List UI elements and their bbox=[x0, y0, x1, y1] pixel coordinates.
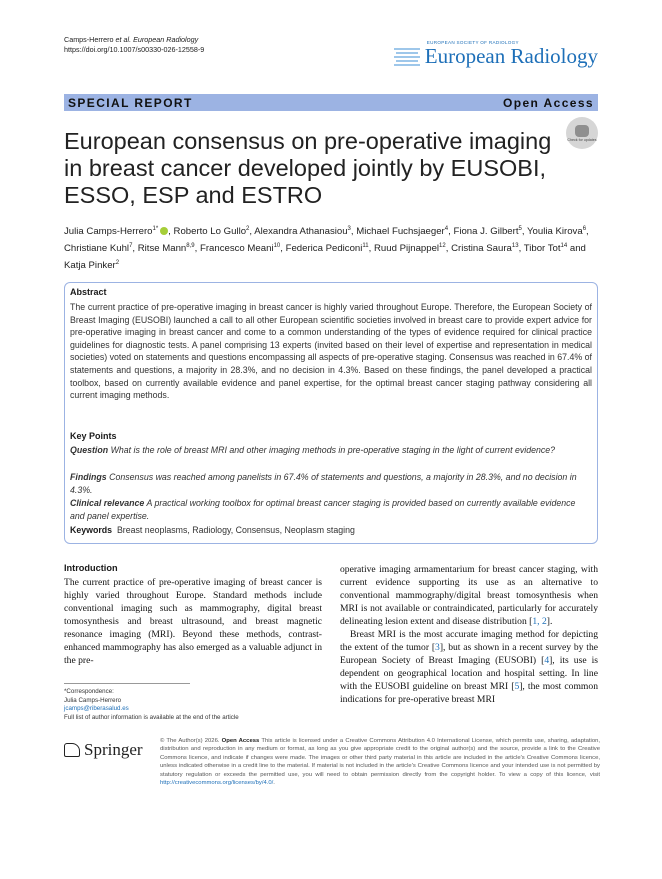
introduction-heading: Introduction bbox=[64, 563, 118, 573]
open-access-label: Open Access bbox=[503, 95, 594, 110]
author-name[interactable]: Francesco Meani bbox=[199, 243, 274, 255]
affiliation-marker: 12 bbox=[439, 243, 446, 250]
license-url-link[interactable]: http://creativecommons.org/licenses/by/4.0/ bbox=[160, 780, 274, 787]
publisher-name: Springer bbox=[84, 740, 143, 759]
correspondence-email[interactable]: jcamps@riberasalud.es bbox=[64, 705, 129, 713]
author-name[interactable]: Youlia Kirova bbox=[527, 226, 583, 238]
author-name[interactable]: Federica Pediconi bbox=[285, 243, 363, 255]
logo-society-text: EUROPEAN SOCIETY OF RADIOLOGY bbox=[426, 40, 519, 45]
author-list: Julia Camps-Herrero$^{1*}$ , Roberto Lo Gullo$^2$, Alexandra Athanasiou$^3$, Michael Fuchsjaeger$^4$, Fiona J. Gilbert$^5$, Youlia Kirova$^6$, Christiane Kuhl$^7$, Ritse Mann$^{8,9}$, Francesco Meani$^{10}$, Federica Pediconi$^{11}$, Ruud Pijnappel$^{12}$, Cristina Saura$^{13}$, Tibor Tot$^{14}$ and Katja Pinker$^2$ bbox=[64, 226, 589, 272]
intro-column-2 bbox=[340, 563, 598, 706]
springer-logo bbox=[64, 740, 143, 760]
affiliation-marker: 5 bbox=[518, 226, 522, 232]
affiliation-marker: 2 bbox=[115, 260, 120, 267]
springer-horse-icon bbox=[64, 743, 80, 757]
open-access-bold: Open Access bbox=[221, 738, 260, 744]
relevance-text: A practical working toolbox for optimal breast cancer staging is provided based on currently available evidence and panel expertise. bbox=[70, 498, 576, 521]
author-name[interactable]: Ruud Pijnappel bbox=[373, 243, 440, 255]
correspondence-label: *Correspondence: bbox=[64, 688, 114, 695]
findings-text: Consensus was reached among panelists in 67.4% of statements and questions, a majority in 28.3%, and no decision in 4.3%. bbox=[70, 472, 577, 495]
citation-link[interactable]: 5 bbox=[514, 681, 520, 692]
article-type: SPECIAL REPORT bbox=[68, 95, 193, 110]
intro-column-1: The current practice of pre-operative imaging of breast cancer is highly varied throughout Europe. Standard methods include conventional imaging such as mammography, digital breast tomosynthesis and breast ultrasound, and breast magnetic resonance imaging (MRI). Beyond these methods, contrast-enhanced mammography has also emerged as a valuable adjunct in the pre- bbox=[64, 577, 322, 666]
affiliation-marker: 7 bbox=[129, 243, 133, 250]
author-name[interactable]: Alexandra Athanasiou bbox=[254, 226, 348, 238]
author-name[interactable]: Ritse Mann bbox=[137, 243, 187, 255]
keywords-label: Keywords bbox=[70, 525, 113, 535]
citation-link[interactable]: 4 bbox=[544, 655, 550, 666]
author-name[interactable]: Fiona J. Gilbert bbox=[453, 226, 519, 238]
running-header bbox=[64, 35, 204, 55]
keywords-text: Breast neoplasms, Radiology, Consensus, Neoplasm staging bbox=[116, 525, 355, 535]
question-label: Question bbox=[70, 445, 109, 455]
affiliation-marker: 4 bbox=[444, 226, 449, 232]
logo-journal-name: European Radiology bbox=[424, 44, 598, 68]
orcid-icon[interactable] bbox=[160, 227, 168, 235]
journal-emblem-icon bbox=[394, 45, 420, 67]
correspondence-footnote bbox=[64, 688, 324, 722]
keywords bbox=[70, 525, 355, 535]
key-point-findings bbox=[70, 471, 592, 496]
relevance-label: Clinical relevance bbox=[70, 498, 145, 508]
author-info-note: Full list of author information is available at the end of the article bbox=[64, 713, 239, 721]
correspondence-name: Julia Camps-Herrero bbox=[64, 696, 122, 704]
check-for-updates-badge[interactable] bbox=[566, 117, 598, 149]
article-title: European consensus on pre-operative imaging in breast cancer developed jointly by EUSOBI, ESSO, ESP and ESTRO bbox=[64, 128, 552, 208]
affiliation-marker: 2 bbox=[246, 226, 250, 232]
update-icon bbox=[575, 125, 589, 137]
doi-link[interactable]: https://doi.org/10.1007/s00330-026-12558-9 bbox=[64, 45, 205, 54]
journal-logo[interactable] bbox=[394, 40, 598, 67]
author-name[interactable]: Cristina Saura bbox=[451, 243, 512, 255]
question-text: What is the role of breast MRI and other imaging methods in pre-operative staging in the light of current evidence? bbox=[110, 445, 556, 455]
affiliation-marker: 14 bbox=[560, 243, 568, 250]
article-type-banner bbox=[64, 94, 598, 111]
key-points-heading: Key Points bbox=[70, 431, 117, 441]
intro-paragraph-mri: Breast MRI is the most accurate imaging method for depicting the extent of the tumor [3], but as shown in a recent survey by the European Society of Breast Imaging (EUSOBI) [4], its use is dependent on geographical location and hospital setting. In line with the EUSOBI guideline on breast MRI [5], the most common indications for pre-operative breast MRI bbox=[340, 629, 598, 705]
intro-paragraph-continued: operative imaging armamentarium for breast cancer staging, with current evidence supporting its use as an alternative to conventional mammography/digital breast tomosynthesis when MRI is not available or contraindicated, particularly for accurately delineating lesion extent and disease distribution [1, 2]. bbox=[340, 564, 598, 627]
author-name[interactable]: Tibor Tot bbox=[523, 243, 561, 255]
affiliation-marker: 6 bbox=[582, 226, 587, 232]
affiliation-marker: 3 bbox=[347, 226, 351, 232]
author-name[interactable]: Julia Camps-Herrero bbox=[64, 226, 153, 238]
key-point-relevance bbox=[70, 497, 592, 522]
affiliation-marker: 10 bbox=[273, 243, 281, 250]
findings-label: Findings bbox=[70, 472, 107, 482]
affiliation-marker: 11 bbox=[362, 243, 369, 250]
abstract-heading: Abstract bbox=[70, 287, 107, 297]
license-text: © The Author(s) 2026. Open Access This article is licensed under a Creative Commons Attribution 4.0 International License, which permits use, sharing, adaptation, distribution and reproduction in any medium or format, as long as you give appropriate credit to the original author(s) and the source, provide a link to the Creative Commons licence, and indicate if changes were made. The images or other third party material in this article are included in the article's Creative Commons licence, unless indicated otherwise in a credit line to the material. If material is not included in the article's Creative Commons licence and your intended use is not permitted by statutory regulation or exceeds the permitted use, you will need to obtain permission directly from the copyright holder. To view a copy of this licence, visit http://creativecommons.org/licenses/by/4.0/. bbox=[160, 738, 601, 787]
key-point-question bbox=[70, 444, 592, 457]
author-name[interactable]: Michael Fuchsjaeger bbox=[356, 226, 445, 238]
citation-authors: Camps-Herrero bbox=[64, 35, 114, 44]
citation-link[interactable]: 3 bbox=[435, 642, 440, 653]
check-updates-text: Check for updates bbox=[567, 137, 597, 142]
citation-link[interactable]: 1, 2 bbox=[532, 616, 547, 627]
author-name[interactable]: Katja Pinker bbox=[64, 260, 116, 272]
abstract-text: The current practice of pre-operative imaging in breast cancer is highly varied throughout Europe. Therefore, the European Society of Breast Imaging (EUSOBI) launched a call to all other European scientific societies involved in breast care to provide expert advice for pre-operative imaging in breast cancer and come to a common understanding of the types of evidence required for clinical practice guidelines for diagnostic tests. A panel comprising 13 experts (invited based on their level of expertise and representation in medical societies) voted on statements and questions encompassing all aspects of pre-operative staging. Consensus was reached in 67.4% of statements and questions, a majority in 28.3%, and no decision in 4.3%. Based on these findings, the panel developed a practical toolbox, based on currently available evidence and panel expertise, for the optimal breast cancer staging pathway considering all current imaging methods. bbox=[70, 302, 592, 401]
affiliation-marker: 8,9 bbox=[186, 243, 195, 250]
affiliation-marker: 13 bbox=[511, 243, 519, 250]
citation-journal: et al. European Radiology bbox=[113, 35, 199, 44]
author-name[interactable]: Roberto Lo Gullo bbox=[173, 226, 247, 238]
affiliation-marker: 1* bbox=[152, 226, 159, 232]
footnote-divider bbox=[64, 683, 190, 684]
author-name[interactable]: Christiane Kuhl bbox=[64, 243, 130, 255]
